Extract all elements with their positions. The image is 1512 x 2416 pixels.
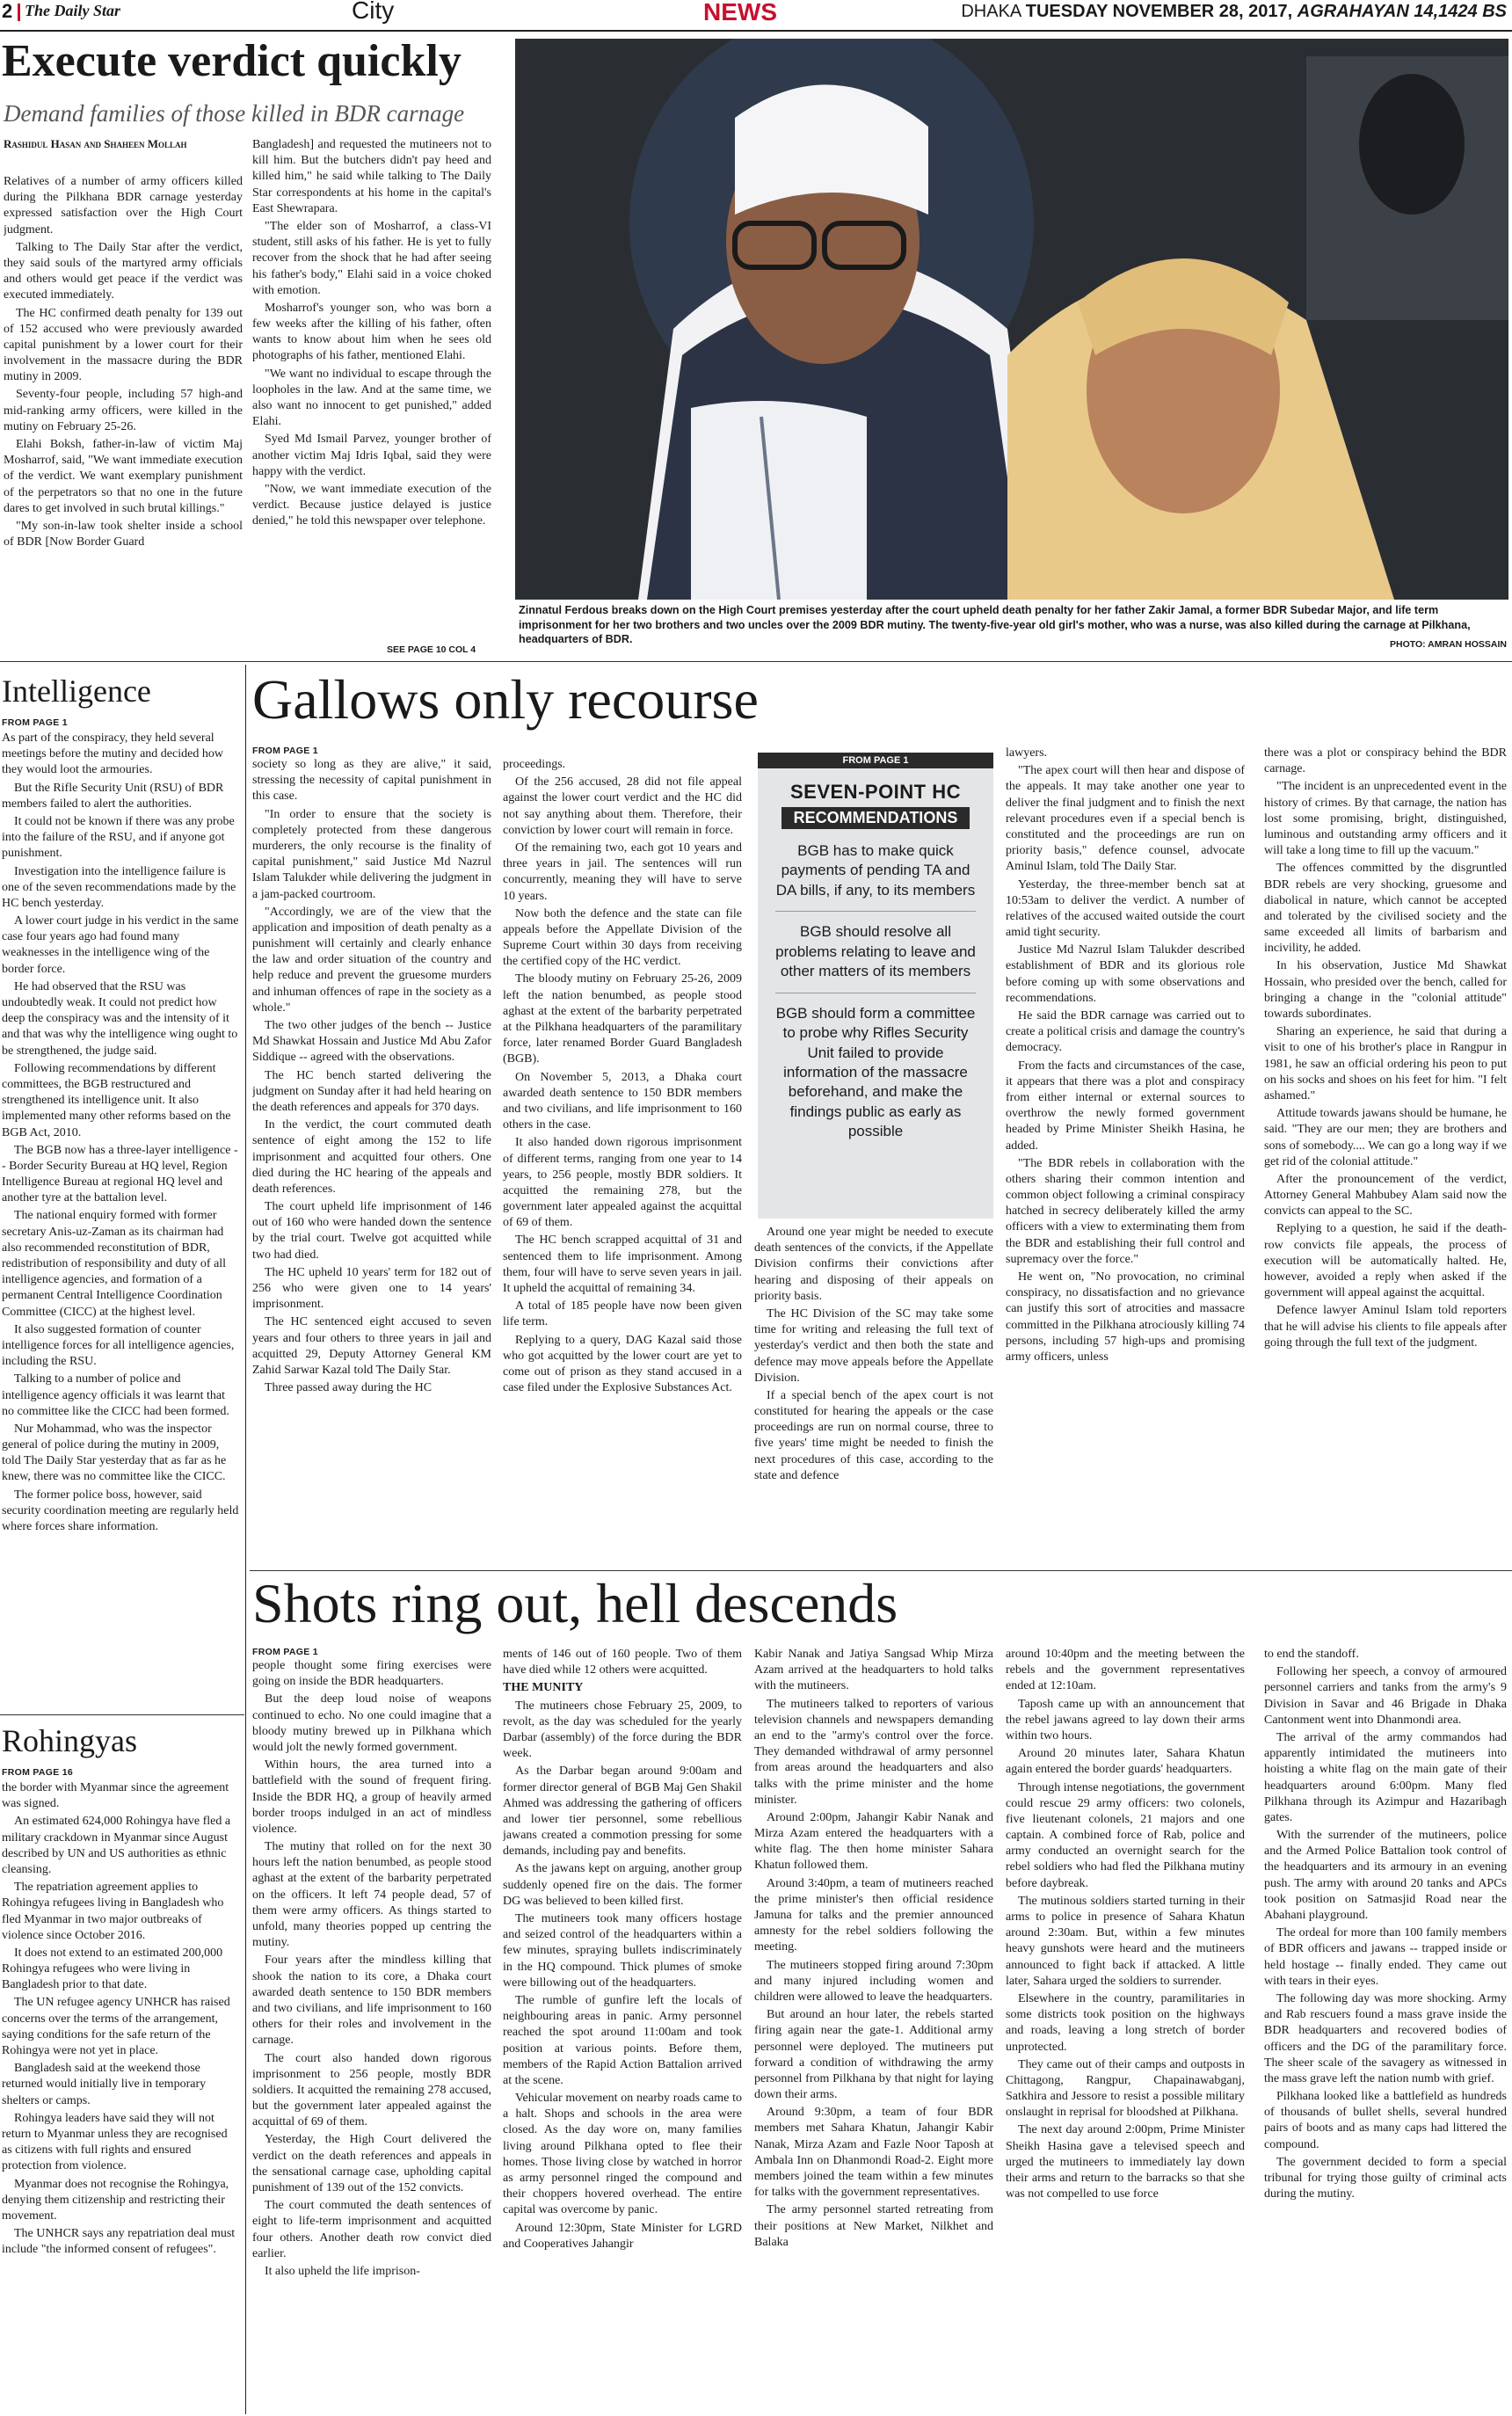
paragraph: As part of the conspiracy, they held several meetings before the mutiny and decided how they would loot the armouries. <box>2 731 223 777</box>
paragraph: "The BDR rebels in collaboration with the others sharing their common intention and common object following a criminal conspiracy hatched in secrecy deliberately killed the army officers with a view to exterminating them from the BDR and establishing their full control and supremacy over the force." <box>1006 1156 1245 1266</box>
lead-subhead: Demand families of those killed in BDR carnage <box>4 100 465 127</box>
recommendation-item <box>775 922 976 981</box>
page-number: 2 <box>2 0 13 22</box>
paragraph: "In order to ensure that the society is completely protected from these dangerous murderers, the only recourse is the finality of capital punishment," said Justice Md Nazrul Islam Talukder while delivering the judgment in a jam-packed courtroom. <box>252 807 491 901</box>
rohingyas-story <box>0 1720 239 2412</box>
paragraph: Around one year might be needed to execute death sentences of the convicts, if the Appellate Division confirms their convictions after hearing and disposing of their appeals on priority basis. <box>754 1226 993 1303</box>
paragraph: "The elder son of Mosharrof, a class-VI student, still asks of his father. He is yet to fully recover from the shock that he had after seeing his father's body," Elahi said in a voice choked with emotion. <box>252 219 491 297</box>
column-rule <box>0 1714 244 1715</box>
paragraph: the border with Myanmar since the agreement was signed. <box>2 1781 229 1811</box>
paragraph: Seventy-four people, including 57 high-and mid-ranking army officers, were killed in the mutiny on February 25-26. <box>4 388 243 433</box>
paragraph: The repatriation agreement applies to Rohingya refugees living in Bangladesh who fled Myanmar in two major outbreaks of violence since October 2016. <box>2 1881 224 1942</box>
paragraph: Three passed away during the HC <box>265 1381 433 1395</box>
paragraph: He had observed that the RSU was undoubtedly weak. It could not predict how deep the conspiracy was and the intensity of it and that was why the intelligence wing ought to be strengthened, the judge said. <box>2 979 238 1058</box>
paragraph: society so long as they are alive," it said, stressing the necessity of capital punishment in this case. <box>252 758 491 804</box>
paragraph: Myanmar does not recognise the Rohingya, denying them citizenship and restricting their movement. <box>2 2177 229 2223</box>
paragraph: Investigation into the intelligence failure is one of the seven recommendations made by the HC bench yesterday. <box>2 864 236 910</box>
paragraph: around 10:40pm and the meeting between the rebels and the government representatives ended at 12:10am. <box>1006 1648 1245 1693</box>
paragraph: Within hours, the area turned into a battlefield with the sound of frequent firing. Inside the BDR HQ, a group of heavily armed border troops indulged in an act of mindless violence. <box>252 1758 491 1836</box>
paragraph: The UNHCR says any repatriation deal must include "the informed consent of refugees". <box>2 2227 236 2257</box>
paragraph: But around an hour later, the rebels started firing again near the gate-1. Additional army personnel were deployed. The mutineers put forward a condition of withdrawing the army personnel from Pilkhana by that night for laying down their arms. <box>754 2008 993 2102</box>
dateline-city: DHAKA <box>961 2 1021 21</box>
shots-col4 <box>1006 1647 1245 2412</box>
recommendations-from: FROM PAGE 1 <box>758 753 993 768</box>
recommendations-title: SEVEN-POINT HC <box>789 781 962 803</box>
gallows-kicker: FROM PAGE 1 <box>252 746 318 756</box>
paragraph: The UN refugee agency UNHCR has raised concerns over the terms of the arrangement, saying conditions for the safe return of the Rohingya were not yet in place. <box>2 1996 230 2057</box>
paragraph: Rohingya leaders have said they will not return to Myanmar unless they are recognised as citizens with full rights and ensured protection from violence. <box>2 2111 228 2173</box>
paragraph: It also handed down rigorous imprisonment of different terms, ranging from one year to 14 years, to 256 people, mostly BDR soldiers. It acquitted the remaining 278, but the government later appealed against the acquittal of 69 of them. <box>503 1136 742 1230</box>
shots-col5 <box>1264 1647 1507 2412</box>
recommendation-text: BGB should form a committee to probe why Rifles Security Unit failed to provide information of the massacre beforehand, and make the findings public as early as possible <box>775 1004 976 1140</box>
paragraph: Elsewhere in the country, paramilitaries in some districts took position on the highways and roads, leaving a long stretch of border unprotected. <box>1006 1991 1245 2054</box>
paragraph: Kabir Nanak and Jatiya Sangsad Whip Mirza Azam arrived at the headquarters to hold talks with the mutineers. <box>754 1648 993 1693</box>
paragraph: Talking to The Daily Star after the verdict, they said souls of the martyred army officials and others would get peace if the verdict was executed immediately. <box>4 240 243 302</box>
paragraph: Sharing an experience, he said that during a visit to one of his brother's place in Rangpur in 1981, he saw an official ordering his peon to put on his socks and shoes on his feet for him. "I felt ashamed." <box>1264 1025 1507 1102</box>
paragraph: people thought some firing exercises were going on inside the BDR headquarters. <box>252 1659 491 1689</box>
paragraph: A total of 185 people have now been given life term. <box>503 1299 742 1329</box>
recommendations-box <box>758 753 993 1219</box>
news-photo <box>515 39 1508 600</box>
paragraph: The BGB now has a three-layer intelligence -- Border Security Bureau at HQ level, Region Intelligence Bureau at regional HQ level and another tyre at the battalion level. <box>2 1143 238 1205</box>
paragraph: The mutinous soldiers started turning in their arms to police in presence of Sahara Khatun around 2:30am. But, within a few minutes heavy gunshots were heard and the mutineers announced to fight back if attacked. A little later, Sahara urged the soldiers to surrender. <box>1006 1894 1245 1988</box>
intelligence-headline: Intelligence <box>2 673 151 709</box>
masthead <box>0 0 1512 30</box>
recommendation-text: BGB has to make quick payments of pending TA and DA bills, if any, to its members <box>775 842 976 899</box>
paragraph: The HC bench scrapped acquittal of 31 and sentenced them to life imprisonment. Among them, four will have to serve seven years in jail. It upheld the acquittal of remaining 34. <box>503 1233 742 1295</box>
paragraph: The two other judges of the bench -- Justice Md Shawkat Hossain and Justice Md Abu Zafor Siddique -- agreed with the observations. <box>252 1019 491 1065</box>
dateline-date: TUESDAY NOVEMBER 28, 2017, <box>1025 2 1293 21</box>
shots-kicker: FROM PAGE 1 <box>252 1647 318 1657</box>
gallows-headline: Gallows only recourse <box>252 668 759 731</box>
paragraph: The rumble of gunfire left the locals of neighbouring areas in panic. Army personnel reached the spot around 11:00am and took position at various points. Before them, members of the Rapid Action Battalion arrived at the scene. <box>503 1993 742 2087</box>
paragraph: Replying to a query, DAG Kazal said those who got acquitted by the lower court are yet to come out of prison as they stand accused in a case filed under the Explosive Substances Act. <box>503 1333 742 1395</box>
paragraph: Defence lawyer Aminul Islam told reporters that he will advise his clients to file appeals after going through the full text of the judgment. <box>1264 1304 1507 1350</box>
lead-headline: Execute verdict quickly <box>2 36 462 86</box>
paragraph: "The incident is an unprecedented event in the history of crimes. By that carnage, the nation has lost some promising, bright, distinguished, luminous and outstanding army officers and it will take a long time to fill up the vacuum." <box>1264 780 1507 858</box>
paragraph: The next day around 2:00pm, Prime Minister Sheikh Hasina gave a televised speech and urged the mutineers to immediately lay down their arms and return to the barracks so that she was not compelled to use force <box>1006 2123 1245 2201</box>
shots-col2 <box>503 1647 742 2412</box>
paragraph: The arrival of the army commandos had apparently intimidated the mutineers into hoisting a white flag on the main gate of their headquarters around 6:00pm. Many fled Pilkhana through its Azimpur and Hazaribagh gates. <box>1264 1730 1507 1824</box>
paragraph: Around 2:00pm, Jahangir Kabir Nanak and Mirza Azam entered the headquarters with a white flag. The then home minister Sahara Khatun followed them. <box>754 1810 993 1873</box>
paragraph: In his observation, Justice Md Shawkat Hossain, who presided over the bench, called for bringing a change in the "colonial attitude" towards subordinates. <box>1264 959 1507 1021</box>
paragraph: to end the standoff. <box>1264 1648 1359 1661</box>
section-rule <box>0 661 1512 662</box>
subheading: THE MUNITY <box>503 1681 584 1695</box>
paragraph: The mutineers stopped firing around 7:30pm and many injured including women and children were allowed to leave the headquarters. <box>754 1958 993 2004</box>
paragraph: "Accordingly, we are of the view that the application and imposition of death penalty as a punishment will certainly and clearly enhance the law and order situation of the country and help reduce and prevent the gruesome murders and inhuman offences of rape in the society as a whole." <box>252 905 491 1015</box>
paragraph: Following her speech, a convoy of armoured personnel carriers and tanks from the army's 9 Division in Savar and 46 Brigade in Dhaka Cantonment went into Dhanmondi area. <box>1264 1665 1507 1727</box>
paragraph: But the deep loud noise of weapons continued to echo. No one could imagine that a bloody mutiny brewed up in Pilkhana which would jolt the newly formed government. <box>252 1692 491 1754</box>
gallows-col3 <box>754 1225 993 1568</box>
lead-byline: Rashidul Hasan and Shaheen Mollah <box>4 137 187 150</box>
caption-text: Zinnatul Ferdous breaks down on the High Court premises yesterday after the court upheld death penalty for her father Zakir Jamal, a former BDR Subedar Major, and life term imprisonment for her two brothers and two uncles over the 2009 BDR mutiny. The twenty-five-year old girl's mother, who was a nurse, was also killed during the carnage at Pilkhana, headquarters of BDR. <box>519 604 1471 646</box>
gallows-col5 <box>1264 746 1507 1568</box>
news-label: NEWS <box>703 0 777 25</box>
paragraph: The mutineers talked to reporters of various television channels and newspapers demanding an end to the "army's control over the force. They demanded withdrawal of army personnel from areas around the headquarters and also talks with the prime minister and the home minister. <box>754 1697 993 1807</box>
paragraph: As the jawans kept on arguing, another group suddenly opened fire on the dais. The former DG was believed to been killed first. <box>503 1862 742 1908</box>
paragraph: He said the BDR carnage was carried out to create a political crisis and damage the country's democracy. <box>1006 1009 1245 1055</box>
column-divider <box>245 665 246 2414</box>
paragraph: The HC Division of the SC may take some time for writing and releasing the full text of yesterday's verdict and then both the state and defence may move appeals before the Appellate Division. <box>754 1306 993 1385</box>
paragraph: Now both the defence and the state can file appeals before the Appellate Division of the Supreme Court within 30 days from receiving the certified copy of the HC verdict. <box>503 906 742 969</box>
paragraph: He went on, "No provocation, no criminal conspiracy, no dissatisfaction and no grievance can justify this sort of atrocities and massacre committed in the Pilkhana atrociously killing 74 persons, including 57 high-ups and promising army officers, unless <box>1006 1270 1245 1364</box>
lead-col1 <box>4 174 243 658</box>
lead-jump-link[interactable]: SEE PAGE 10 COL 4 <box>387 644 476 655</box>
paragraph: An estimated 624,000 Rohingya have fled a military crackdown in Myanmar since August described by UN and US authorities as ethnic cleansing. <box>2 1815 231 1876</box>
paragraph: The former police boss, however, said security coordination meeting are regularly held where forces share information. <box>2 1488 239 1533</box>
photo-caption <box>519 603 1508 647</box>
paragraph: Yesterday, the High Court delivered the verdict on the death references and appeals in the sensational carnage case, upholding capital punishment of 139 out of the 152 convicts. <box>252 2133 491 2194</box>
paragraph: The ordeal for more than 100 family members of BDR officers and jawans -- trapped inside or held hostage -- finally ended. They came out with tears in their eyes. <box>1264 1926 1507 1988</box>
paragraph: Of the 256 accused, 28 did not file appeal against the lower court verdict and the HC did not say anything about them. Therefore, their conviction by lower court will remain in force. <box>503 775 742 837</box>
paragraph: lawyers. <box>1006 746 1048 760</box>
paragraph: Bangladesh] and requested the mutineers not to kill him. But the butchers didn't pay heed and killed him," he said while talking to The Daily Star correspondents at his home in the capital's East Shewrapara. <box>252 138 491 215</box>
paragraph: The mutiny that rolled on for the next 30 hours left the nation benumbed, as people stood aghast at the extent of the barbarity perpetrated on the officers. It left 74 people dead, 57 of them were army officers. As things started to unfold, many theories popped up centring the mutiny. <box>252 1840 491 1950</box>
paragraph: The government decided to form a special tribunal for trying those guilty of criminal acts during the mutiny. <box>1264 2155 1507 2201</box>
paragraph: The court also handed down rigorous imprisonment to 256 people, mostly BDR soldiers. It acquitted the remaining 278 accused, but the government later appealed against the acquittal of 69 of them. <box>252 2051 491 2129</box>
paragraph: Through intense negotiations, the government could rescue 29 army officers: two colonels, five lieutenant colonels, 21 majors and one captain. A combined force of Rab, police and army conducted an overnight search for the rebel soldiers who had fled the Pilkhana mutiny before daybreak. <box>1006 1780 1245 1890</box>
dateline-bangla: AGRAHAYAN 14,1424 BS <box>1297 2 1507 21</box>
shots-headline: Shots ring out, hell descends <box>252 1572 898 1634</box>
intelligence-kicker: FROM PAGE 1 <box>2 717 68 728</box>
paragraph: Bangladesh said at the weekend those returned would initially live in temporary shelters or camps. <box>2 2062 207 2107</box>
paragraph: "The apex court will then hear and dispose of the appeals. It may take another one year to deliver the final judgment and to finish the next relevant procedures even if a special bench is constituted and the proceedings are run on priority basis," defence counsel, advocate Aminul Islam, told The Daily Star. <box>1006 764 1245 874</box>
paragraph: The HC bench started delivering the judgment on Sunday after it had held hearing on the death references and appeals for 370 days. <box>252 1068 491 1114</box>
paragraph: After the pronouncement of the verdict, Attorney General Mahbubey Alam said now the convicts can appeal to the SC. <box>1264 1172 1507 1219</box>
paragraph: Vehicular movement on nearby roads came to a halt. Shops and schools in the area were closed. As the day wore on, many families living around Pilkhana opted to flee their homes. Those living close by watched in horror as army personnel ringed the compound and their choppers hovered overhead. The entire capital was overcome by panic. <box>503 2092 742 2217</box>
paragraph: In the verdict, the court commuted death sentence of eight among the 152 to life imprisonment and acquitted four others. One died during the HC hearing of the appeals and death references. <box>252 1118 491 1196</box>
paragraph: If a special bench of the apex court is not constituted for hearing the appeals or the case proceedings are run on normal course, three to five years' time might be needed to finish the next procedures of this case, according to the state and defence <box>754 1388 993 1482</box>
paragraph: The HC sentenced eight accused to seven years and four others to three years in jail and acquitted 29, Deputy Attorney General KM Zahid Sarwar Kazal told The Daily Star. <box>252 1315 491 1377</box>
paragraph: "Now, we want immediate execution of the verdict. Because justice delayed is justice denied," he told this newspaper over telephone. <box>252 482 491 528</box>
paragraph: Justice Md Nazrul Islam Talukder described establishment of BDR and its glorious role before coming up with some observations and recommendations. <box>1006 943 1245 1005</box>
paragraph: there was a plot or conspiracy behind the BDR carnage. <box>1264 746 1507 776</box>
paragraph: The army personnel started retreating from their positions at New Market, Nilkhet and Balaka <box>754 2203 993 2249</box>
paper-name: The Daily Star <box>25 2 121 19</box>
photo-illustration <box>515 39 1508 600</box>
dateline <box>961 2 1507 22</box>
paragraph: Pilkhana looked like a battlefield as hundreds of thousands of bullet shells, several hundred pairs of boots and as many caps had littered the compound. <box>1264 2090 1507 2151</box>
recommendation-item <box>775 841 976 900</box>
section-name: City <box>352 0 395 24</box>
paragraph: Replying to a question, he said if the death-row convicts file appeals, the process of execution will be automatically halted. He, however, avoided a reply when asked if the government will appeal against the acquittal. <box>1264 1222 1507 1300</box>
paragraph: Around 12:30pm, State Minister for LGRD and Cooperatives Jahangir <box>503 2221 742 2251</box>
paragraph: Following recommendations by different committees, the BGB restructured and strengthened its intelligence unit. It also implemented many other reforms based on the BGB Act, 2010. <box>2 1061 231 1139</box>
section-rule <box>250 1570 1512 1571</box>
paragraph: Of the remaining two, each got 10 years and three years in jail. The sentences will run concurrently, meaning they will have to serve 10 years. <box>503 841 742 903</box>
rohingyas-kicker: FROM PAGE 16 <box>2 1767 74 1778</box>
paragraph: The national enquiry formed with former secretary Anis-uz-Zaman as its chairman had also recommended reconstitution of BDR, redistribution of responsibility and duty of all intelligence agencies, and formation of a permanent Central Intelligence Coordination Committee (CICC) at the highest level. <box>2 1209 227 1319</box>
paragraph: From the facts and circumstances of the case, it appears that there was a plot and conspiracy from either internal or external sources to overthrow the newly formed government headed by Prime Minister Sheikh Hasina, he added. <box>1006 1059 1245 1153</box>
paragraph: proceedings. <box>503 758 566 771</box>
paragraph: The HC confirmed death penalty for 139 out of 152 accused who were previously awarded capital punishment by a lower court for their involvement in the massacre during the BDR mutiny in 2009. <box>4 306 243 384</box>
paragraph: Around 3:40pm, a team of mutineers reached the prime minister's then official residence Jamuna for talks and the premier announced amnesty for the rebel soldiers following the meeting. <box>754 1876 993 1954</box>
rohingyas-headline: Rohingyas <box>2 1723 138 1758</box>
gallows-col4 <box>1006 746 1245 1568</box>
paragraph: Yesterday, the three-member bench sat at 10:53am to deliver the verdict. A number of relatives of the accused waited outside the court amid tight security. <box>1006 877 1245 940</box>
paragraph: "We want no individual to escape through the loopholes in the law. And at the same time, we also want no innocent to get punished," added Elahi. <box>252 367 491 429</box>
recommendations-subtitle: RECOMMENDATIONS <box>781 807 970 829</box>
paragraph: Four years after the mindless killing that shook the nation to its core, a Dhaka court awarded death sentence to 150 BDR members and two civilians, and life imprisonment to 160 others for their roles and involvement in the carnage. <box>252 1954 491 2048</box>
paragraph: It could not be known if there was any probe into the failure of the RSU, and if anyone got punishment. <box>2 814 235 861</box>
paragraph: The court commuted the death sentences of eight to life-term imprisonment and acquitted four others. Another death row convict died earlier. <box>252 2199 491 2260</box>
gallows-col2 <box>503 757 742 1566</box>
gallows-col1 <box>252 757 491 1566</box>
paragraph: With the surrender of the mutineers, police and the Armed Police Battalion took control of the headquarters and its armoury in an evening push. The army with around 20 tanks and APCs took position on Satmasjid Road near the Abahani playground. <box>1264 1829 1507 1922</box>
paragraph: The bloody mutiny on February 25-26, 2009 left the nation benumbed, as people stood aghast at the extent of the barbarity perpetrated at the Pilkhana headquarters of the paramilitary force, later renamed Border Guard Bangladesh (BGB). <box>503 972 742 1066</box>
photo-credit: PHOTO: AMRAN HOSSAIN <box>1389 639 1507 650</box>
paragraph: Talking to a number of police and intelligence agency officials it was learnt that no committee like the CICC had been formed. <box>2 1372 229 1418</box>
recommendation-item <box>775 1004 976 1142</box>
paragraph: The mutineers chose February 25, 2009, to revolt, as the day was scheduled for the yearly Darbar (assembly) of the force during the BDR week. <box>503 1699 742 1761</box>
paragraph: It also suggested formation of counter intelligence forces for all intelligence agencies, including the RSU. <box>2 1322 235 1369</box>
paragraph: It also upheld the life imprison- <box>265 2264 420 2278</box>
paragraph: The court upheld life imprisonment of 146 out of 160 who were handed down the sentence by the trial court. Twelve got acquitted while two had died. <box>252 1200 491 1262</box>
recommendation-text: BGB should resolve all problems relating to leave and other matters of its members <box>775 923 976 980</box>
paragraph: The HC upheld 10 years' term for 182 out of 256 who were given one to 14 years' imprisonment. <box>252 1265 491 1312</box>
paragraph: The offences committed by the disgruntled BDR rebels are very shocking, gruesome and diabolical in nature, which cannot be accepted and tolerated by the civilised society and the same exceeded all limits of barbarism and incivility, he added. <box>1264 862 1507 956</box>
paragraph: Relatives of a number of army officers killed during the Pilkhana BDR carnage yesterday expressed satisfaction over the High Court judgment. <box>4 175 243 237</box>
masthead-divider <box>18 4 20 21</box>
shots-col3 <box>754 1647 993 2412</box>
paragraph: On November 5, 2013, a Dhaka court awarded death sentence to 150 BDR members and two civilians, and life imprisonment to 160 others in the case. <box>503 1070 742 1132</box>
paragraph: Attitude towards jawans should be humane, he said. "They are our men; they are brothers and sons of somebody.... We can go a long way if we get rid of the colonial attitude." <box>1264 1107 1507 1168</box>
paragraph: Around 20 minutes later, Sahara Khatun again entered the border guards' headquarters. <box>1006 1747 1245 1777</box>
paragraph: Nur Mohammad, who was the inspector general of police during the mutiny in 2009, told The Daily Star yesterday that as far as he knew, there was no committee like the CICC. <box>2 1422 227 1484</box>
paragraph: "My son-in-law took shelter inside a school of BDR [Now Border Guard <box>4 519 243 549</box>
paragraph: Around 9:30pm, a team of four BDR members met Sahara Khatun, Jahangir Kabir Nanak, Mirza Azam and Fazle Noor Taposh at Ambala Inn on Dhanmondi Road-2. Eight more members joined the team within a few minutes for talks with the government representatives. <box>754 2106 993 2200</box>
paragraph: The mutineers took many officers hostage and seized control of the headquarters within a few minutes, spraying bullets indiscriminately in the HQ compound. Thick plumes of smoke were billowing out of the headquarters. <box>503 1912 742 1990</box>
paragraph: Mosharrof's younger son, who was born a few weeks after the killing of his father, often wants to know about him when he sees old photographs of his father, mentioned Elahi. <box>252 301 491 363</box>
paragraph: As the Darbar began around 9:00am and former director general of BGB Maj Gen Shakil Ahmed was addressing the gathering of officers and lower tier personnel, some rebellious jawans created a commotion pressing for some demands, including pay and benefits. <box>503 1765 742 1859</box>
shots-col1 <box>252 1658 491 2412</box>
masthead-rule <box>0 30 1512 32</box>
paragraph: But the Rifle Security Unit (RSU) of BDR members failed to alert the authorities. <box>2 781 224 811</box>
intelligence-story <box>0 668 239 1710</box>
paragraph: Elahi Boksh, father-in-law of victim Maj Mosharrof, said, "We want immediate execution of the verdict. We want exemplary punishment of the perpetrators so that no one in the future dares to get involved in such brutal killings." <box>4 438 243 515</box>
lead-col2 <box>252 137 491 645</box>
paragraph: ments of 146 out of 160 people. Two of them have died while 12 others were acquitted. <box>503 1648 742 1677</box>
paragraph: A lower court judge in his verdict in the same case four years ago had found many weaknesses in the intelligence wing of the border force. <box>2 914 239 976</box>
paragraph: They came out of their camps and outposts in Chittagong, Rangpur, Chapainawabganj, Satkhira and Jessore to resist a possible military onslaught in reprisal for bloodshed at Pilkhana. <box>1006 2057 1245 2120</box>
paragraph: Taposh came up with an announcement that the rebel jawans agreed to lay down their arms within two hours. <box>1006 1697 1245 1743</box>
paragraph: The following day was more shocking. Army and Rab rescuers found a mass grave inside the BDR headquarters and recovered bodies of officers and the DG of the paramilitary force. The sheer scale of the savagery as witnessed in the mass grave left the nation numb with grief. <box>1264 1991 1507 2085</box>
paragraph: It does not extend to an estimated 200,000 Rohingya refugees who were living in Bangladesh prior to that date. <box>2 1946 223 1992</box>
paragraph: Syed Md Ismail Parvez, younger brother of another victim Maj Idris Iqbal, said they were happy with the verdict. <box>252 433 491 478</box>
recommendation-divider <box>775 911 976 912</box>
